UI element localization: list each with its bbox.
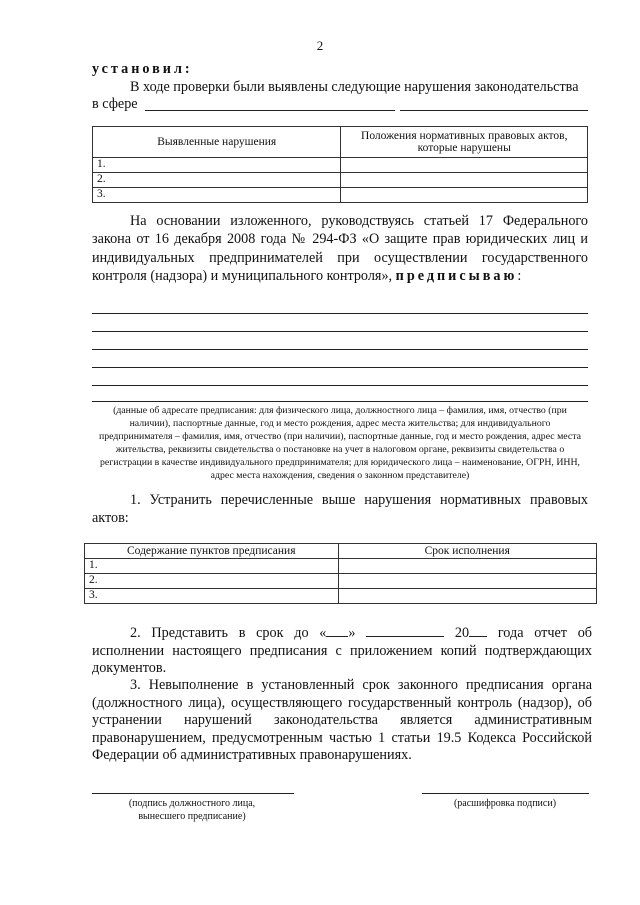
prescription-header-1: Содержание пунктов предписания	[85, 544, 339, 559]
prescription-row-3[interactable]: 3.	[85, 589, 339, 604]
intro-text: В ходе проверки были выявлены следующие нарушения законодательства	[130, 79, 579, 95]
addressee-line-5[interactable]	[92, 385, 588, 386]
item-1-text: 1. Устранить перечисленные выше нарушения нормативных правовых актов:	[92, 492, 588, 526]
addressee-line-2[interactable]	[92, 331, 588, 332]
basis-paragraph: На основании изложенного, руководствуясь статьей 17 Федерального закона от 16 декабря 2008 года № 294-ФЗ «О защите прав юридических лиц и индивидуальных предпринимателей при осуществлении государственного контроля (надзора) и муниципального контроля», предписываю:	[92, 213, 588, 284]
signature-decode-line[interactable]	[422, 793, 589, 794]
page-number: 2	[316, 38, 324, 53]
sphere-fill-line-2[interactable]	[400, 110, 588, 111]
signature-line[interactable]	[92, 793, 294, 794]
item-3-text: 3. Невыполнение в установленный срок законного предписания органа (должностного лица), осуществляющего государственный контроль (надзор), об устранении нарушений законодательства является административным правонарушением, предусмотренным частью 1 статьи 19.5 Кодекса Российской Федерации об административных правонарушениях.	[92, 677, 592, 763]
item-2-paragraph	[92, 625, 592, 678]
item-2-part3: 20	[454, 625, 470, 641]
heading-ustanovil: установил:	[92, 61, 193, 77]
basis-keyword: предписываю	[395, 267, 518, 284]
violations-header-1: Выявленные нарушения	[93, 127, 341, 158]
addressee-line-1[interactable]	[92, 313, 588, 314]
sphere-label: в сфере	[92, 96, 138, 112]
year-fill[interactable]	[469, 636, 487, 637]
violations-cell[interactable]	[341, 188, 588, 203]
signature-caption: (подпись должностного лица, вынесшего предписание)	[128, 798, 256, 822]
prescription-header-2: Срок исполнения	[338, 544, 597, 559]
prescription-cell[interactable]	[338, 574, 597, 589]
prescription-row-2[interactable]: 2.	[85, 574, 339, 589]
violations-row-2[interactable]: 2.	[93, 173, 341, 188]
addressee-line-3[interactable]	[92, 349, 588, 350]
prescription-table	[84, 543, 597, 604]
prescription-cell[interactable]	[338, 589, 597, 604]
day-fill[interactable]	[326, 636, 348, 637]
basis-text: На основании изложенного, руководствуясь статьей 17 Федерального закона от 16 декабря 2008 года № 294-ФЗ «О защите прав юридических лиц и индивидуальных предпринимателей при осуществлении государственного контроля (надзора) и муниципального контроля»,	[92, 213, 588, 284]
item-2-part2: »	[348, 625, 356, 641]
addressee-line-6[interactable]	[92, 401, 588, 402]
heading-text: установил	[92, 61, 185, 77]
addressee-note: (данные об адресате предписания: для физического лица, должностного лица – фамилия, имя, отчество (при наличии), паспортные данные, год и место рождения, адрес места жительства; для индивидуального предпринимателя – фамилия, имя, отчество (при наличии), паспортные данные, год и место рождения, адрес места жительства, реквизиты свидетельства о постановке на учет в налоговом органе, реквизиты свидетельства о регистрации в качестве индивидуального предпринимателя; для юридического лица – наименование, ОГРН, ИНН, адрес места нахождения, сведения о законном представителе)	[99, 405, 581, 481]
item-2-part4: года отчет об исполнении настоящего предписания с приложением копий подтверждающих документов.	[92, 625, 593, 676]
prescription-row-1[interactable]: 1.	[85, 559, 339, 574]
sphere-fill-line[interactable]	[145, 110, 395, 111]
prescription-cell[interactable]	[338, 559, 597, 574]
month-fill[interactable]	[366, 636, 444, 637]
violations-row-3[interactable]: 3.	[93, 188, 341, 203]
item-2-part1: 2. Представить в срок до «	[130, 625, 327, 641]
violations-row-1[interactable]: 1.	[93, 158, 341, 173]
violations-table	[92, 126, 588, 203]
signature-decode-caption: (расшифровка подписи)	[453, 798, 557, 809]
violations-cell[interactable]	[341, 173, 588, 188]
violations-cell[interactable]	[341, 158, 588, 173]
addressee-line-4[interactable]	[92, 367, 588, 368]
violations-header-2: Положения нормативных правовых актов, которые нарушены	[341, 127, 588, 158]
